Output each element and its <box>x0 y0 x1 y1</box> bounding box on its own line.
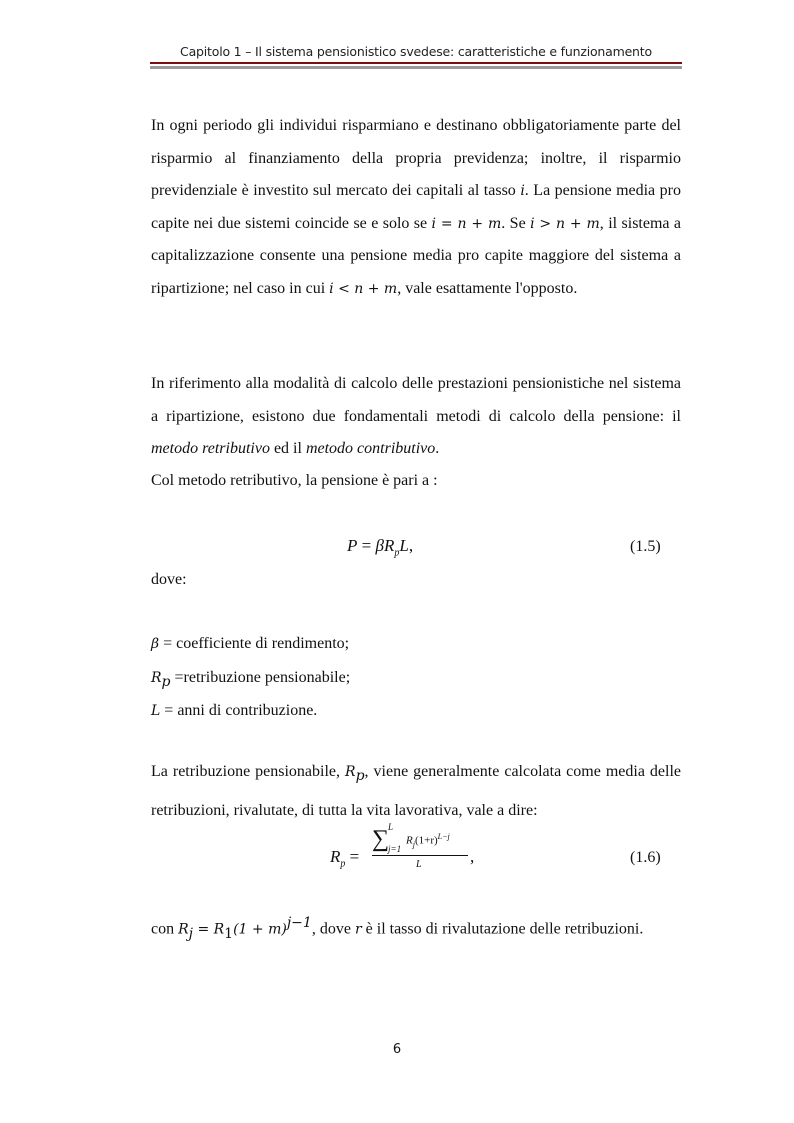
p5-text-1: con <box>151 920 179 938</box>
eq1-r: R <box>383 536 395 555</box>
definition-rp <box>151 669 350 690</box>
p1-math-eq: i = n + m <box>431 215 502 232</box>
p1-math-lt: i < n + m <box>329 280 398 297</box>
eq2-num-r: R <box>406 834 413 847</box>
p2-text-3: . <box>435 440 440 457</box>
p5-rj: R <box>178 921 189 938</box>
paragraph-metodi <box>151 368 681 466</box>
p4-text-1: La retribuzione pensionabile, <box>151 763 346 780</box>
dove-label: dove: <box>151 571 187 588</box>
p5-rj-sub: j <box>188 925 193 942</box>
eq1-p: P <box>347 536 358 555</box>
paragraph-col-metodo: Col metodo retributivo, la pensione è pari a : <box>151 472 438 489</box>
equation-1-6-lhs <box>330 847 359 869</box>
p5-exponent: j−1 <box>286 915 312 931</box>
p5-r1: = R <box>193 921 225 938</box>
header-rule-red <box>150 62 682 64</box>
p1-math-i: i <box>520 183 525 199</box>
p5-r: r <box>354 921 362 938</box>
p5-r1-sub: 1 <box>224 925 234 942</box>
eq2-r: R <box>330 847 341 866</box>
eq2-num-mid: (1+r) <box>414 834 438 847</box>
eq2-equals: = <box>345 847 360 866</box>
eq2-num-sub: j <box>412 839 415 849</box>
p5-text-2: , dove <box>311 920 355 938</box>
eq2-denominator: L <box>416 859 422 870</box>
def-l-text: anni di contribuzione. <box>177 702 318 719</box>
p1-math-gt: i > n + m <box>530 215 600 232</box>
paragraph-retribuzione <box>151 756 681 827</box>
paragraph-con-rj <box>151 915 643 942</box>
p1-text-5: , vale esattamente l'opposto. <box>397 279 578 297</box>
p4-sub: p <box>355 768 365 785</box>
equation-number-1-5: (1.5) <box>630 538 661 555</box>
eq2-sum-bottom: j=1 <box>388 844 402 854</box>
header-rule-gray <box>150 66 682 69</box>
p4-text-2: , viene generalmente calcolata come media delle retribuzioni, rivalutate, di tutta la vita lavorativa, vale a dire: <box>151 763 682 819</box>
def-l-symbol: L <box>151 703 161 719</box>
p5-factor: (1 + m) <box>233 921 287 938</box>
p1-text-3: . Se <box>501 214 531 232</box>
paragraph-risparmio <box>151 110 681 305</box>
eq1-equals: = <box>357 536 376 555</box>
p2-text-2: ed il <box>269 440 306 457</box>
p2-em-contributivo: metodo contributivo <box>305 440 436 457</box>
p1-text-1: In ogni periodo gli individui risparmiano e destinano obbligatoriamente parte del risparmio al finanziamento della propria previdenza; inoltre, il risparmio previdenziale è investito sul mercato dei capitali al tasso <box>151 117 681 199</box>
def-l-sep: = <box>160 702 178 719</box>
def-beta-symbol: β <box>151 636 160 652</box>
eq2-summand <box>406 832 450 849</box>
def-beta-sep: = <box>159 635 177 652</box>
definition-l <box>151 702 317 720</box>
eq1-beta: β <box>375 536 384 555</box>
p4-symbol: R <box>345 764 356 780</box>
p1-text-4: , il sistema a capitalizzazione consente una pensione media pro capite maggiore del sistema a ripartizione; nel caso in cui <box>151 214 682 297</box>
definition-beta <box>151 635 349 653</box>
def-beta-text: coefficiente di rendimento; <box>176 635 350 652</box>
page-number: 6 <box>392 1042 402 1057</box>
p1-text-2: . La pensione media pro capite nei due sistemi coincide se e solo se <box>151 182 681 232</box>
eq2-num-sup: L−j <box>437 832 450 841</box>
p2-em-retributivo: metodo retributivo <box>151 440 270 457</box>
def-rp-sub: p <box>161 674 171 691</box>
def-rp-text: retribuzione pensionabile; <box>183 669 351 686</box>
p5-text-3: è il tasso di rivalutazione delle retribuzioni. <box>361 920 644 938</box>
eq2-r-sub: p <box>340 858 346 870</box>
def-rp-symbol: R <box>151 670 162 686</box>
running-header: Capitolo 1 – Il sistema pensionistico svedese: caratteristiche e funzionamento <box>180 44 652 59</box>
eq2-fraction-bar <box>372 855 468 856</box>
eq2-sum-top: L <box>388 822 394 832</box>
eq1-l: L <box>399 536 409 555</box>
p2-text-1: In riferimento alla modalità di calcolo delle prestazioni pensionistiche nel sistema a ripartizione, esistono due fondamentali metodi di calcolo della pensione: il <box>151 375 681 425</box>
equation-1-5 <box>347 536 413 558</box>
equation-number-1-6: (1.6) <box>630 849 661 866</box>
def-rp-sep: = <box>170 669 184 686</box>
eq2-sum-symbol: ∑ <box>372 826 390 852</box>
eq1-comma: , <box>408 536 414 555</box>
eq2-comma: , <box>470 847 475 866</box>
eq1-r-sub: p <box>394 547 400 559</box>
